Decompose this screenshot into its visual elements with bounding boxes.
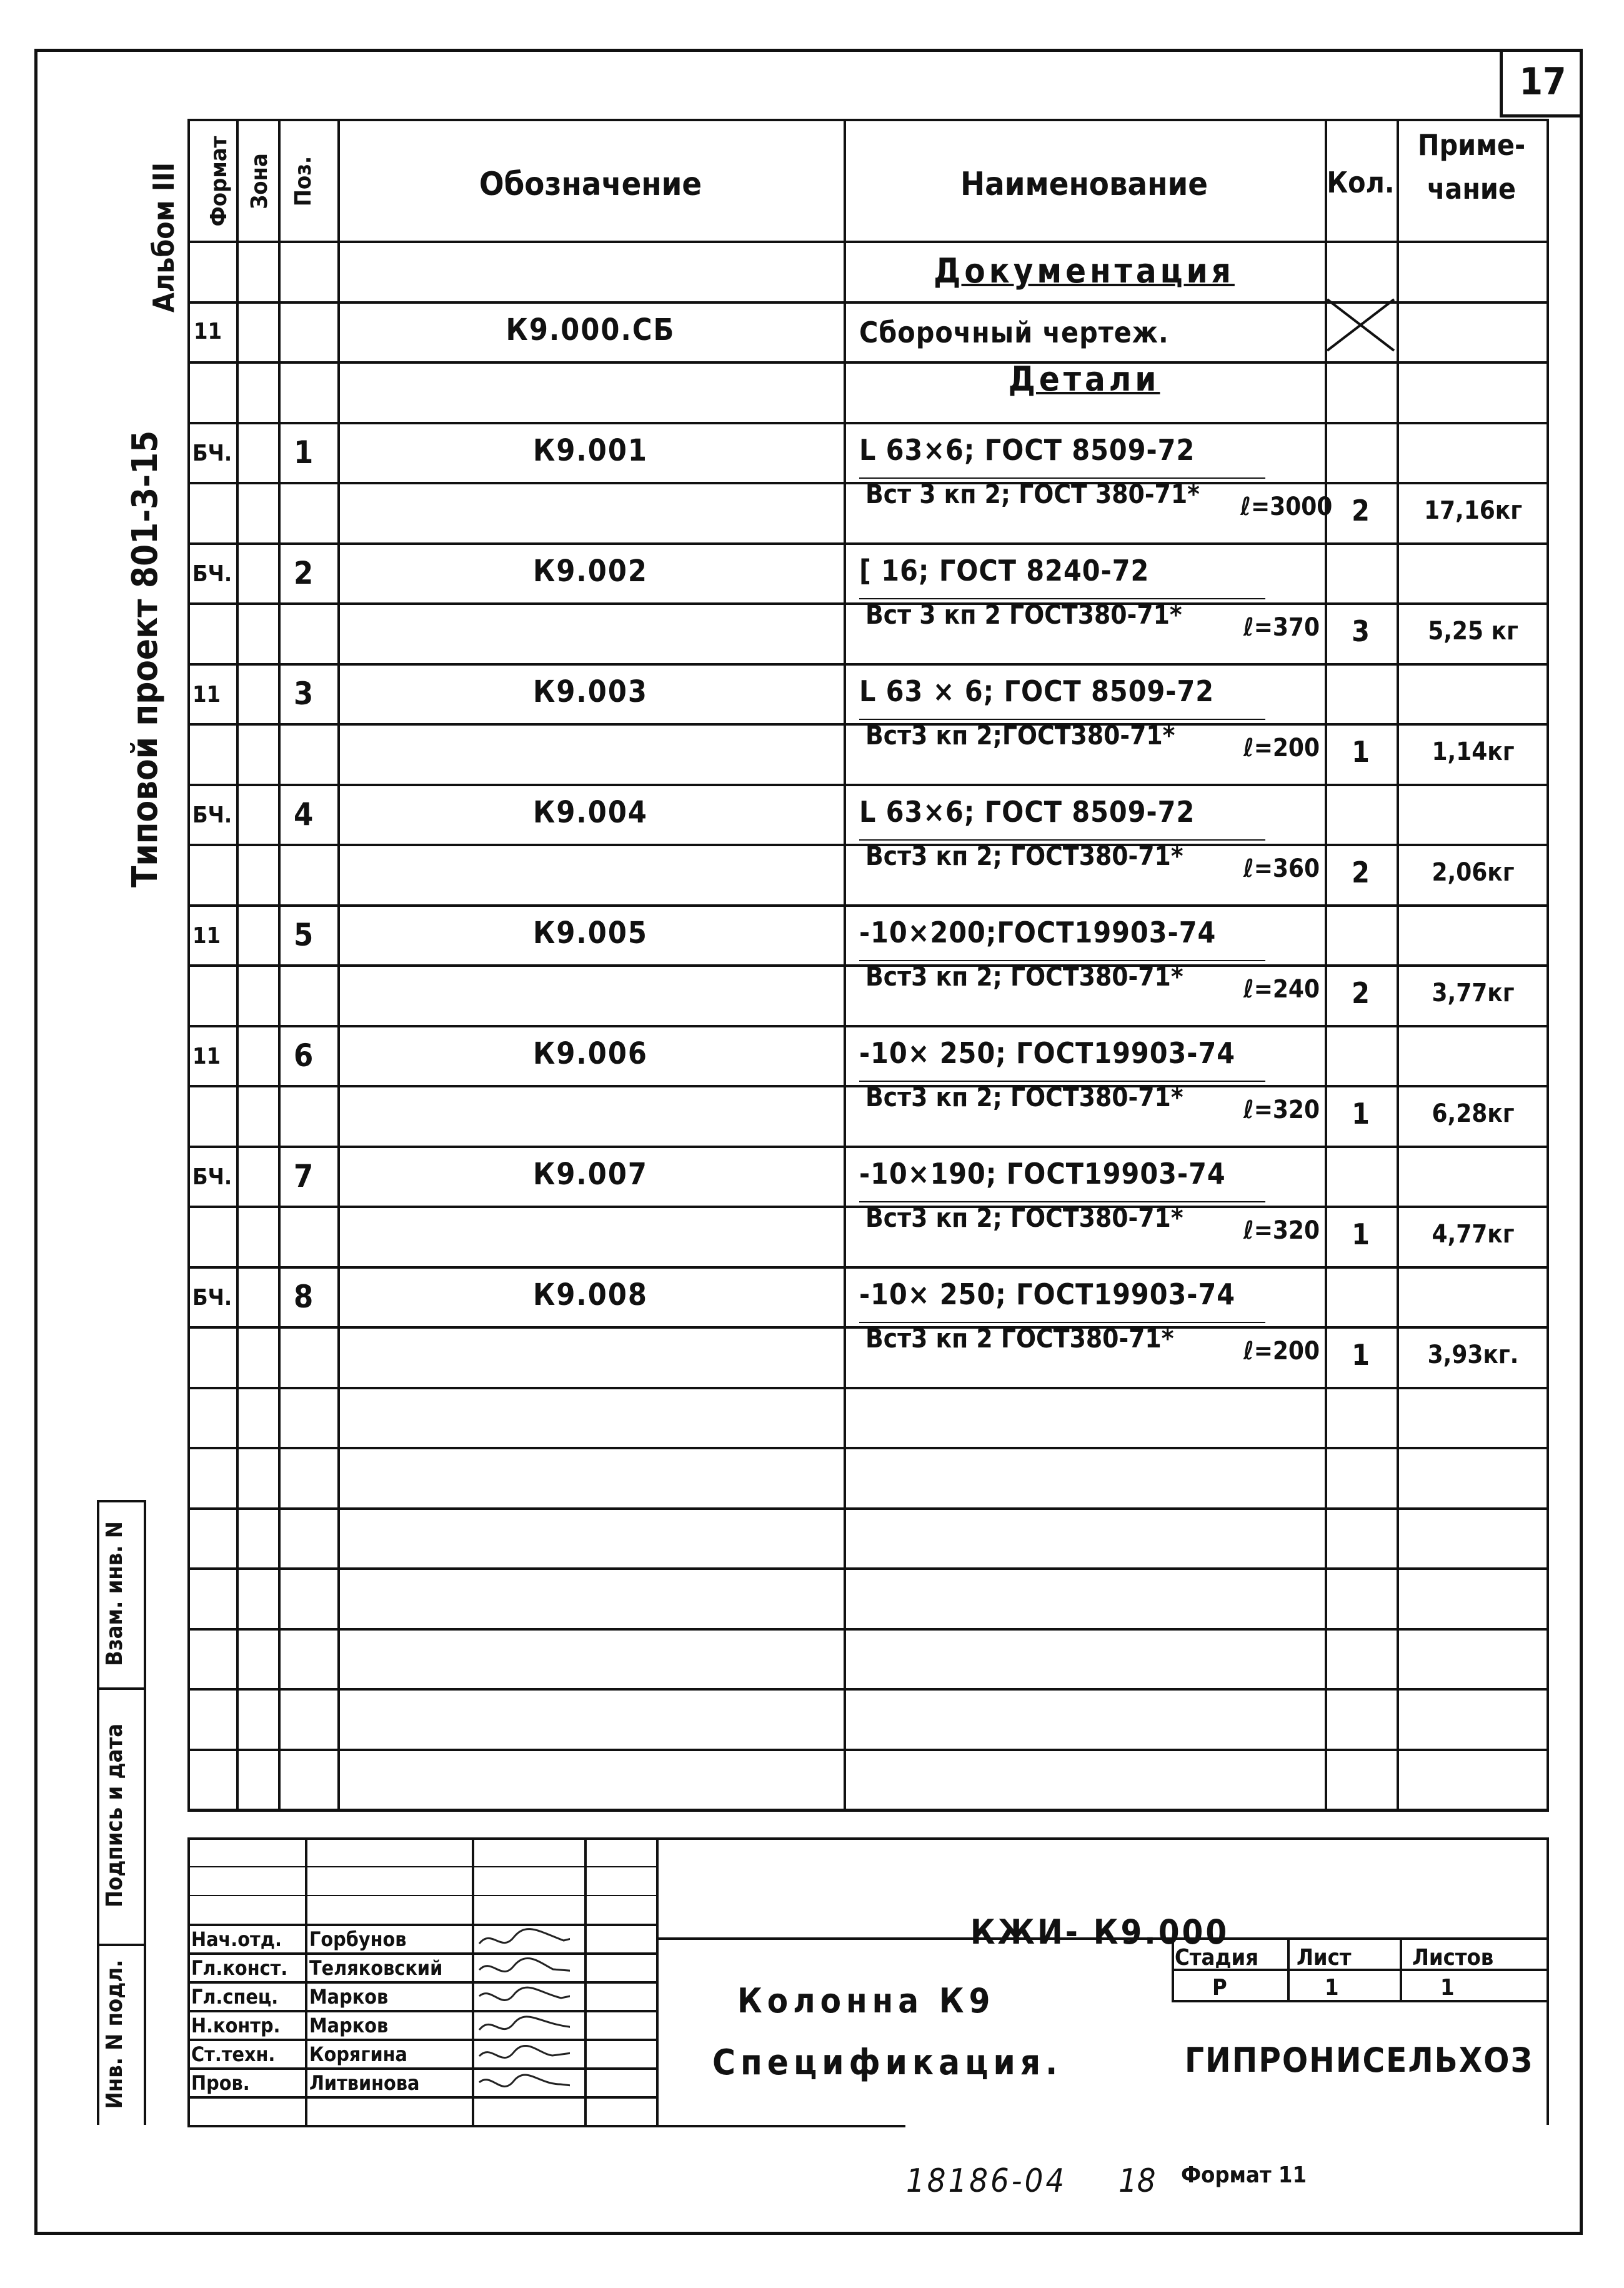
row-note: 17,16кг <box>1423 496 1523 525</box>
title-line-1: Колонна К9 <box>737 1981 995 2021</box>
row-format: БЧ. <box>192 1285 232 1311</box>
header-note-2: чание <box>1427 172 1516 206</box>
staff-row-line <box>187 1866 656 1867</box>
doc-name: Сборочный чертеж. <box>859 316 1169 349</box>
table-bottom-line <box>187 1809 1549 1812</box>
staff-row-line <box>187 2096 656 2099</box>
row-profile: L 63 × 6; ГОСТ 8509-72 <box>859 674 1215 708</box>
header-qty: Кол. <box>1327 166 1395 199</box>
row-length: ℓ=320 <box>1243 1216 1320 1245</box>
staff-name: Теляковский <box>309 1956 443 1980</box>
row-designation: К9.006 <box>533 1036 648 1071</box>
row-material: Вст 3 кп 2 ГОСТ380-71* <box>865 599 1182 630</box>
row-note: 4,77кг <box>1432 1219 1515 1249</box>
staff-row-line <box>187 1981 656 1984</box>
row-quantity: 3 <box>1352 614 1370 648</box>
row-quantity: 2 <box>1352 855 1370 889</box>
stamp-zam-inv: Взам. инв. N <box>102 1521 127 1666</box>
row-material: Вст3 кп 2; ГОСТ380-71* <box>865 961 1183 992</box>
header-designation: Обозначение <box>479 166 702 203</box>
header-name: Наименование <box>960 166 1208 203</box>
row-note: 5,25 кг <box>1428 616 1518 646</box>
stage-label: Стадия <box>1175 1945 1259 1971</box>
footer-format: Формат 11 <box>1181 2162 1307 2188</box>
row-length: ℓ=200 <box>1243 733 1320 762</box>
drawing-frame <box>34 49 1583 2235</box>
row-format: 11 <box>192 923 221 949</box>
table-row-line <box>187 784 1549 786</box>
footer-page: 18 <box>1118 2162 1156 2200</box>
cross-mark <box>1325 297 1397 353</box>
signature-scribble <box>476 2069 570 2103</box>
header-note-1: Приме- <box>1417 128 1526 162</box>
sheet-number: 17 <box>1500 49 1583 117</box>
header-pos: Поз. <box>291 156 316 207</box>
row-profile: -10×190; ГОСТ19903-74 <box>859 1157 1226 1191</box>
stamp-left-edge <box>97 1500 99 2125</box>
stamp-inv-podl: Инв. N подл. <box>102 1959 127 2109</box>
table-row-line <box>187 1628 1549 1631</box>
staff-role: Н.контр. <box>191 2014 281 2037</box>
staff-row-line <box>187 1895 656 1896</box>
staff-row-line <box>187 1924 656 1926</box>
row-format: БЧ. <box>192 802 232 828</box>
row-position: 6 <box>294 1037 314 1074</box>
row-note: 6,28кг <box>1432 1099 1515 1128</box>
table-row-line <box>187 1025 1549 1027</box>
row-material: Вст3 кп 2; ГОСТ380-71* <box>865 1081 1183 1112</box>
titleblock-bottom <box>187 2125 905 2127</box>
row-designation: К9.004 <box>533 795 648 830</box>
section-details: Детали <box>1008 359 1160 399</box>
row-position: 2 <box>294 555 314 591</box>
row-quantity: 2 <box>1352 493 1370 527</box>
row-format: БЧ. <box>192 441 232 466</box>
stamp-signature-date: Подпись и дата <box>102 1723 127 1908</box>
staff-name: Марков <box>309 1985 389 2009</box>
footer-number: 18186-04 <box>906 2162 1067 2200</box>
row-material: Вст3 кп 2; ГОСТ380-71* <box>865 1202 1183 1233</box>
title-line-2: Спецификация. <box>712 2042 1063 2083</box>
row-profile: -10× 250; ГОСТ19903-74 <box>859 1036 1236 1070</box>
table-row-line <box>187 1146 1549 1148</box>
table-row-line <box>187 422 1549 424</box>
table-row-line <box>187 904 1549 907</box>
row-note: 3,77кг <box>1432 978 1515 1007</box>
project-label: Типовой проект 801-3-15 <box>125 430 166 887</box>
staff-name: Корягина <box>309 2042 407 2066</box>
doc-format: 11 <box>194 319 222 344</box>
sheets-value: 1 <box>1440 1975 1455 2001</box>
table-row-line <box>187 1688 1549 1691</box>
table-row-line <box>187 1447 1549 1449</box>
staff-role: Гл.конст. <box>191 1956 288 1980</box>
row-length: ℓ=360 <box>1243 854 1320 883</box>
sheets-label: Листов <box>1412 1945 1494 1971</box>
row-profile: -10× 250; ГОСТ19903-74 <box>859 1277 1236 1311</box>
staff-role: Нач.отд. <box>191 1927 282 1951</box>
row-profile: [ 16; ГОСТ 8240-72 <box>859 554 1150 587</box>
row-quantity: 1 <box>1352 1337 1370 1372</box>
row-material: Вст3 кп 2 ГОСТ380-71* <box>865 1322 1174 1354</box>
staff-row-line <box>187 1952 656 1955</box>
row-format: 11 <box>192 1044 221 1069</box>
sheet-label: Лист <box>1297 1945 1352 1971</box>
row-position: 7 <box>294 1158 314 1194</box>
table-row-line <box>187 1749 1549 1751</box>
row-format: БЧ. <box>192 1164 232 1190</box>
staff-role: Ст.техн. <box>191 2042 276 2066</box>
staff-name: Литвинова <box>309 2071 420 2095</box>
row-designation: К9.008 <box>533 1277 648 1312</box>
row-profile: L 63×6; ГОСТ 8509-72 <box>859 433 1195 467</box>
row-note: 1,14кг <box>1432 737 1515 766</box>
row-position: 3 <box>294 676 314 712</box>
row-position: 4 <box>294 796 314 832</box>
staff-row-line <box>187 2039 656 2041</box>
table-row-line <box>187 1567 1549 1570</box>
sheet-value: 1 <box>1325 1975 1339 2001</box>
row-length: ℓ=320 <box>1243 1095 1320 1124</box>
row-designation: К9.005 <box>533 916 648 951</box>
row-position: 8 <box>294 1279 314 1315</box>
header-zone: Зона <box>247 153 272 209</box>
row-format: БЧ. <box>192 561 232 587</box>
row-material: Вст3 кп 2;ГОСТ380-71* <box>865 719 1175 751</box>
row-format: 11 <box>192 682 221 707</box>
table-row-line <box>187 1507 1549 1510</box>
table-row-line <box>187 1266 1549 1269</box>
staff-row-line <box>187 2010 656 2012</box>
row-designation: К9.001 <box>533 433 648 468</box>
row-position: 1 <box>294 434 314 471</box>
staff-role: Пров. <box>191 2071 250 2095</box>
row-quantity: 1 <box>1352 1096 1370 1131</box>
album-label: Альбом III <box>147 162 181 313</box>
row-length: ℓ=240 <box>1243 974 1320 1004</box>
stamp-right-edge <box>144 1500 146 2125</box>
row-position: 5 <box>294 917 314 953</box>
row-quantity: 1 <box>1352 734 1370 769</box>
row-note: 2,06кг <box>1432 857 1515 887</box>
row-quantity: 1 <box>1352 1217 1370 1251</box>
section-documentation: Документация <box>934 251 1235 291</box>
doc-code: КЖИ- К9.000 <box>970 1912 1230 1952</box>
table-row-line <box>187 663 1549 666</box>
row-designation: К9.003 <box>533 674 648 709</box>
header-bottom-line <box>187 241 1549 243</box>
row-material: Вст 3 кп 2; ГОСТ 380-71* <box>865 478 1200 509</box>
row-designation: К9.002 <box>533 554 648 589</box>
row-quantity: 2 <box>1352 976 1370 1010</box>
staff-name: Марков <box>309 2014 389 2037</box>
row-note: 3,93кг. <box>1427 1340 1519 1369</box>
staff-role: Гл.спец. <box>191 1985 279 2009</box>
staff-name: Горбунов <box>309 1927 407 1951</box>
header-format: Формат <box>206 136 232 227</box>
row-profile: -10×200;ГОСТ19903-74 <box>859 916 1217 949</box>
table-top-line <box>187 119 1549 121</box>
stage-value: Р <box>1212 1975 1227 2001</box>
table-row-line <box>187 1387 1549 1389</box>
organization: ГИПРОНИСЕЛЬХОЗ <box>1185 2041 1533 2080</box>
staff-row-line <box>187 1837 656 1839</box>
row-length: ℓ=370 <box>1243 612 1320 642</box>
row-length: ℓ=200 <box>1243 1336 1320 1366</box>
row-profile: L 63×6; ГОСТ 8509-72 <box>859 795 1195 829</box>
staff-row-line <box>187 2067 656 2070</box>
doc-designation: К9.000.СБ <box>506 312 675 347</box>
row-length: ℓ=3000 <box>1240 492 1333 521</box>
row-designation: К9.007 <box>533 1157 648 1192</box>
table-row-line <box>187 542 1549 545</box>
row-material: Вст3 кп 2; ГОСТ380-71* <box>865 840 1183 871</box>
